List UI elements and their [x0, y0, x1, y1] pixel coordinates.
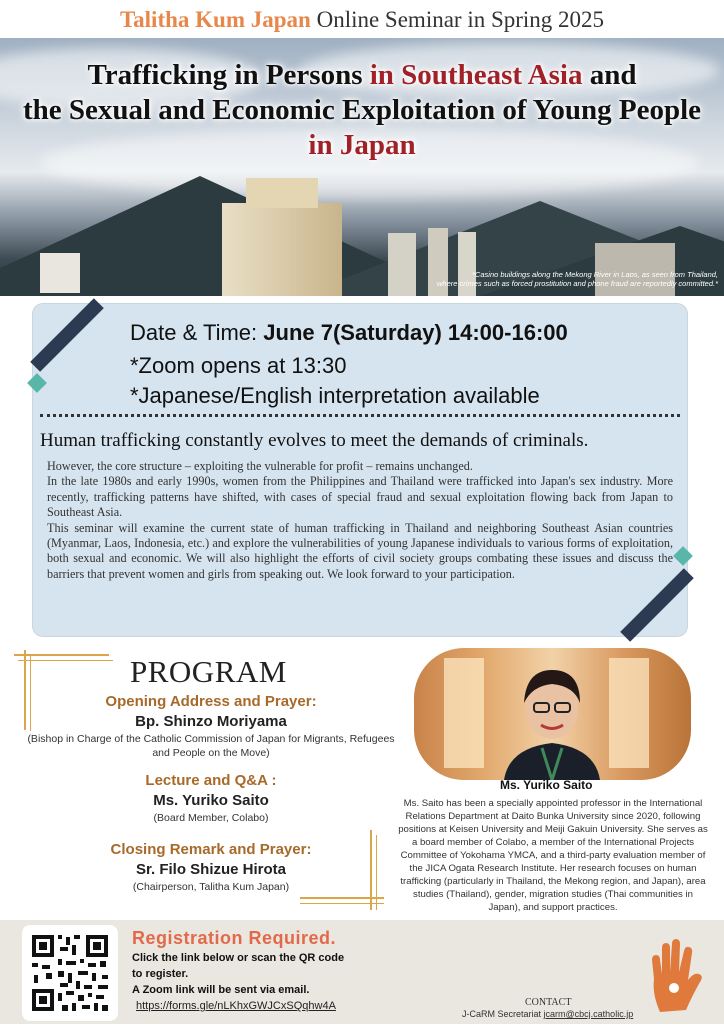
title-line-3: in Japan	[308, 129, 416, 161]
headline: Human trafficking constantly evolves to meet the demands of criminals.	[40, 430, 589, 451]
talitha-kum-logo	[632, 924, 716, 1020]
gold-frame-line	[14, 654, 109, 656]
program-item	[16, 693, 406, 760]
program-item-speaker: Bp. Shinzo Moriyama	[135, 713, 287, 730]
speaker-photo	[414, 648, 691, 780]
registration-instruction: Click the link below or scan the QR code	[132, 952, 345, 964]
speaker-name: Ms. Yuriko Saito	[500, 778, 593, 792]
program-item-heading: Closing Remark and Prayer:	[110, 841, 312, 858]
program-item-speaker: Ms. Yuriko Saito	[153, 792, 269, 809]
description-paragraph: This seminar will examine the current state of human trafficking in Thailand and neighboring Southeast Asian countries (Myanmar, Laos, Indonesia, etc.) and explore the vulnerabilities of young Japanese individuals to various forms of exploitation, both sexual and economic. We will also highlight the efforts of civil society groups combating these issues and discuss the barriers that prevent women and girls from speaking out. We look forward to your participation.	[47, 520, 673, 581]
photo-caption	[318, 270, 718, 288]
description-paragraph: In the late 1980s and early 1990s, women from the Philippines and Thailand were trafficked into Japan's sex industry. More recently, trafficking patterns have shifted, with cases of special fraud and sexual exploitation flowing back from Japan to Southeast Asia.	[47, 474, 673, 520]
seminar-series-title	[0, 7, 724, 33]
program-item-speaker: Sr. Filo Shizue Hirota	[135, 861, 287, 878]
hand-logo-icon	[632, 924, 716, 1020]
program-item-heading: Lecture and Q&A :	[145, 772, 277, 789]
description	[47, 459, 673, 582]
program-item-description: (Board Member, Colabo)	[153, 812, 269, 824]
date-time-label: Date & Time:	[130, 320, 264, 345]
title-part: and	[582, 59, 637, 91]
zoom-link-note: A Zoom link will be sent via email.	[132, 984, 310, 996]
caption-line: *Casino buildings along the Mekong River in Laos, as seen from Thailand,	[472, 270, 718, 279]
registration-qr-code[interactable]	[22, 925, 118, 1021]
program-item-description: (Bishop in Charge of the Catholic Commission of Japan for Migrants, Refugees and People on the Move)	[27, 733, 395, 759]
title-highlight: in Southeast Asia	[369, 59, 583, 91]
qr-code-icon	[22, 925, 118, 1021]
program-title: PROGRAM	[130, 654, 287, 689]
contact-org: J-CaRM Secretariat	[462, 1009, 544, 1019]
registration-link[interactable]: https://forms.gle/nLKhxGWJCxSQqhw4A	[136, 1000, 336, 1012]
date-time-value: June 7(Saturday) 14:00-16:00	[263, 320, 568, 345]
contact-heading: CONTACT	[525, 997, 572, 1008]
contact-email-link[interactable]: jcarm@cbcj.catholic.jp	[543, 1009, 634, 1019]
org-name: Talitha Kum Japan	[119, 7, 311, 32]
seminar-title	[0, 58, 724, 163]
program-item	[16, 841, 406, 894]
program-item-heading: Opening Address and Prayer:	[105, 693, 317, 710]
contact-info	[462, 1009, 633, 1019]
speaker-bio: Ms. Saito has been a specially appointed professor in the International Relations Department at Daito Bunka University since 2020, following positions at Keisen University and Meiji Gakuin University. She serves as a board member of Colabo, a member of the International Projects Committee of Yokohama YMCA, and a third-party evaluation member of the JICA Ogata Research Institute. Her research focuses on human trafficking (particularly in Thailand, the Mekong region, and Japan), area studies (Thailand), gender, migration studies (Thai communities in Japan), and support practices.	[398, 798, 708, 913]
gold-frame-line	[18, 660, 113, 661]
title-line-2: the Sexual and Economic Exploitation of Young People	[22, 94, 702, 126]
registration-heading: Registration Required.	[132, 928, 337, 948]
interpretation-note: *Japanese/English interpretation available	[130, 383, 540, 408]
title-part: Trafficking in Persons	[87, 59, 370, 91]
program-item	[16, 772, 406, 825]
dotted-divider	[40, 414, 680, 417]
speaker-portrait	[414, 648, 691, 780]
program-item-description: (Chairperson, Talitha Kum Japan)	[132, 881, 290, 893]
series-name: Online Seminar in Spring 2025	[310, 7, 605, 32]
zoom-open-note: *Zoom opens at 13:30	[130, 353, 347, 378]
registration-instruction: to register.	[132, 968, 189, 980]
hero-image	[0, 38, 724, 296]
caption-line: where crimes such as forced prostitution and phone fraud are reportedly committed.*	[437, 279, 718, 288]
date-time	[130, 320, 568, 346]
description-paragraph: However, the core structure – exploiting the vulnerable for profit – remains unchanged.	[47, 459, 473, 473]
